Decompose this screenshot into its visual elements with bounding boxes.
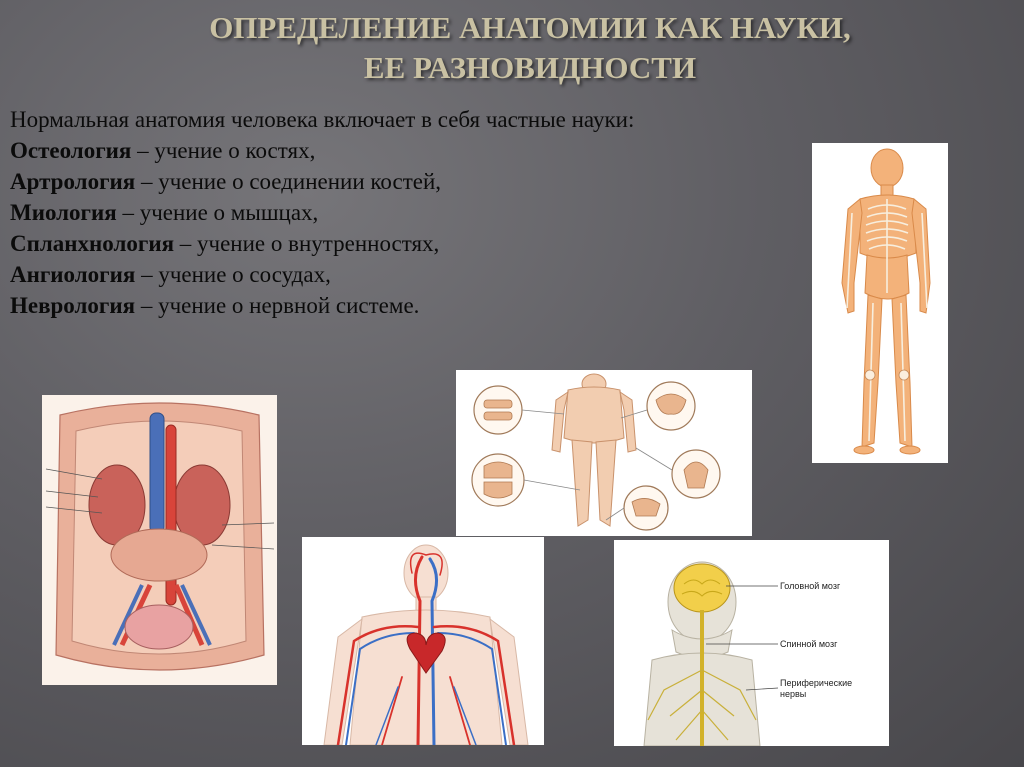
list-item [10,166,870,197]
definition: – учение о костях, [131,138,316,163]
intro-line: Нормальная анатомия человека включает в себя частные науки: [10,107,635,132]
term: Спланхнология [10,231,175,256]
slide-title [120,8,940,88]
skeleton-image [812,143,948,463]
peripheral-nerves-label-1: Периферические [780,678,853,688]
list-item [10,197,870,228]
definition: – учение о нервной системе. [135,293,420,318]
viscera-image [42,395,277,685]
definition: – учение о сосудах, [135,262,331,287]
brain-label: Головной мозг [780,581,841,591]
circulatory-image [302,537,544,745]
nervous-system-image [614,540,889,746]
list-item [10,290,870,321]
peripheral-nerves-label-2: нервы [780,689,807,699]
spinal-cord-label: Спинной мозг [780,639,838,649]
definition: – учение о внутренностях, [174,231,440,256]
definition: – учение о мышцах, [116,200,319,225]
list-item [10,228,870,259]
list-item [10,259,870,290]
title-line-2: ЕЕ РАЗНОВИДНОСТИ [363,50,697,85]
body-text [10,104,870,321]
definition: – учение о соединении костей, [135,169,442,194]
joints-image [456,370,752,536]
list-item [10,135,870,166]
term: Остеология [10,138,132,163]
term: Ангиология [10,262,136,287]
term: Артрология [10,169,136,194]
title-line-1: ОПРЕДЕЛЕНИЕ АНАТОМИИ КАК НАУКИ, [209,10,851,45]
term: Неврология [10,293,136,318]
term: Миология [10,200,117,225]
